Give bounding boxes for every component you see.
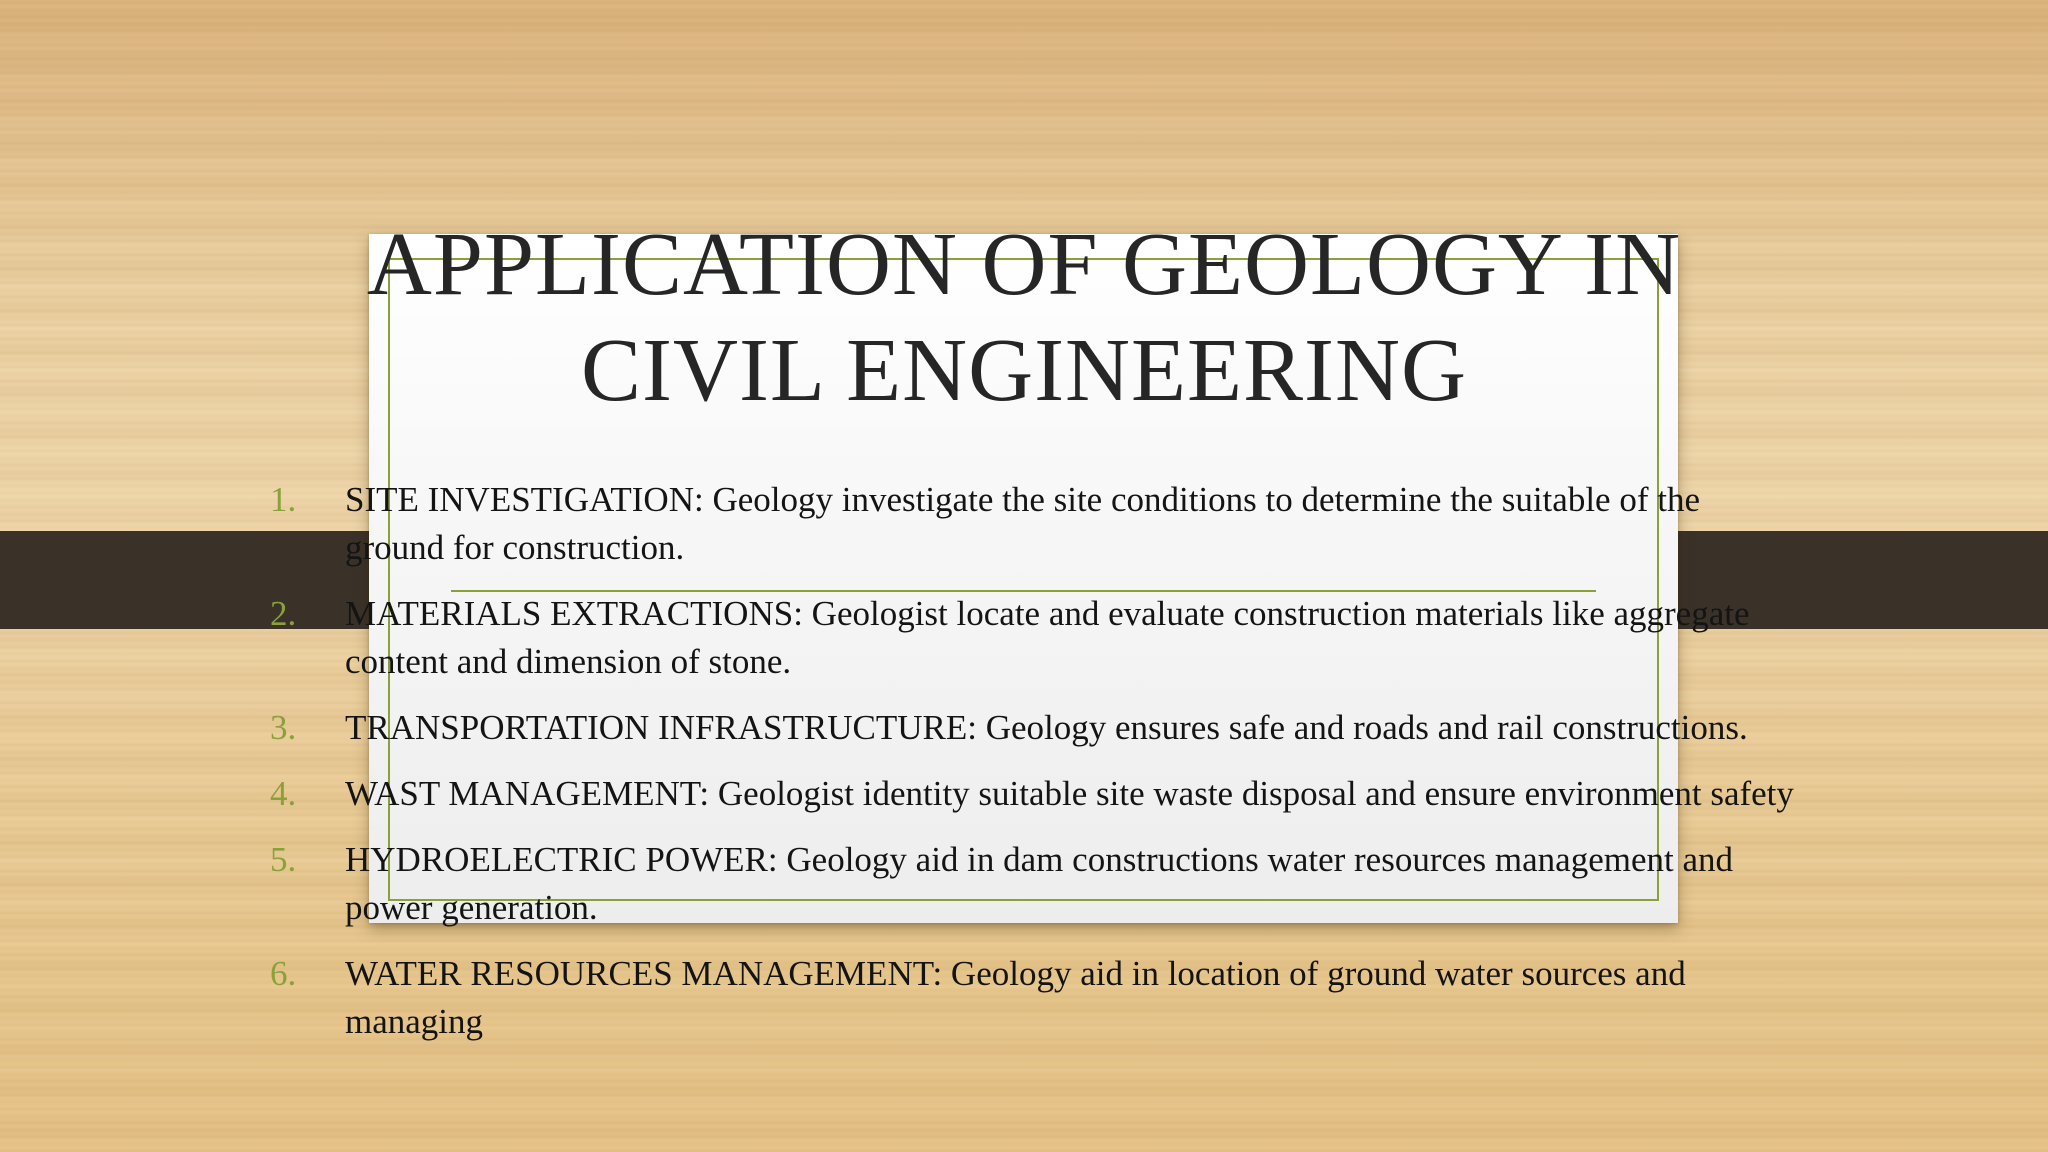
slide-title-line1: APPLICATION OF GEOLOGY IN <box>366 215 1682 314</box>
list-item-text: WATER RESOURCES MANAGEMENT: Geology aid in location of ground water sources and managing <box>345 954 1686 1041</box>
list-item <box>260 704 1800 752</box>
list-item-number: 1. <box>270 480 297 519</box>
list-item-number: 6. <box>270 954 297 993</box>
list-item <box>260 590 1800 686</box>
list-item-text: WAST MANAGEMENT: Geologist identity suitable site waste disposal and ensure environment safety <box>345 774 1794 813</box>
list-item-text: SITE INVESTIGATION: Geology investigate the site conditions to determine the suitable of the ground for construction. <box>345 480 1700 567</box>
application-list <box>260 476 1800 1064</box>
list-item-number: 2. <box>270 594 297 633</box>
list-item-text: TRANSPORTATION INFRASTRUCTURE: Geology ensures safe and roads and rail constructions. <box>345 708 1748 747</box>
list-item <box>260 476 1800 572</box>
list-item-number: 3. <box>270 708 297 747</box>
list-item <box>260 770 1800 818</box>
list-item-text: MATERIALS EXTRACTIONS: Geologist locate and evaluate construction materials like aggregate content and dimension of stone. <box>345 594 1750 681</box>
list-item-number: 5. <box>270 840 297 879</box>
list-item-number: 4. <box>270 774 297 813</box>
list-item <box>260 836 1800 932</box>
list-item <box>260 950 1800 1046</box>
slide-title-line2: CIVIL ENGINEERING <box>581 321 1467 420</box>
list-item-text: HYDROELECTRIC POWER: Geology aid in dam constructions water resources management and power generation. <box>345 840 1734 927</box>
slide-title <box>250 212 1798 424</box>
